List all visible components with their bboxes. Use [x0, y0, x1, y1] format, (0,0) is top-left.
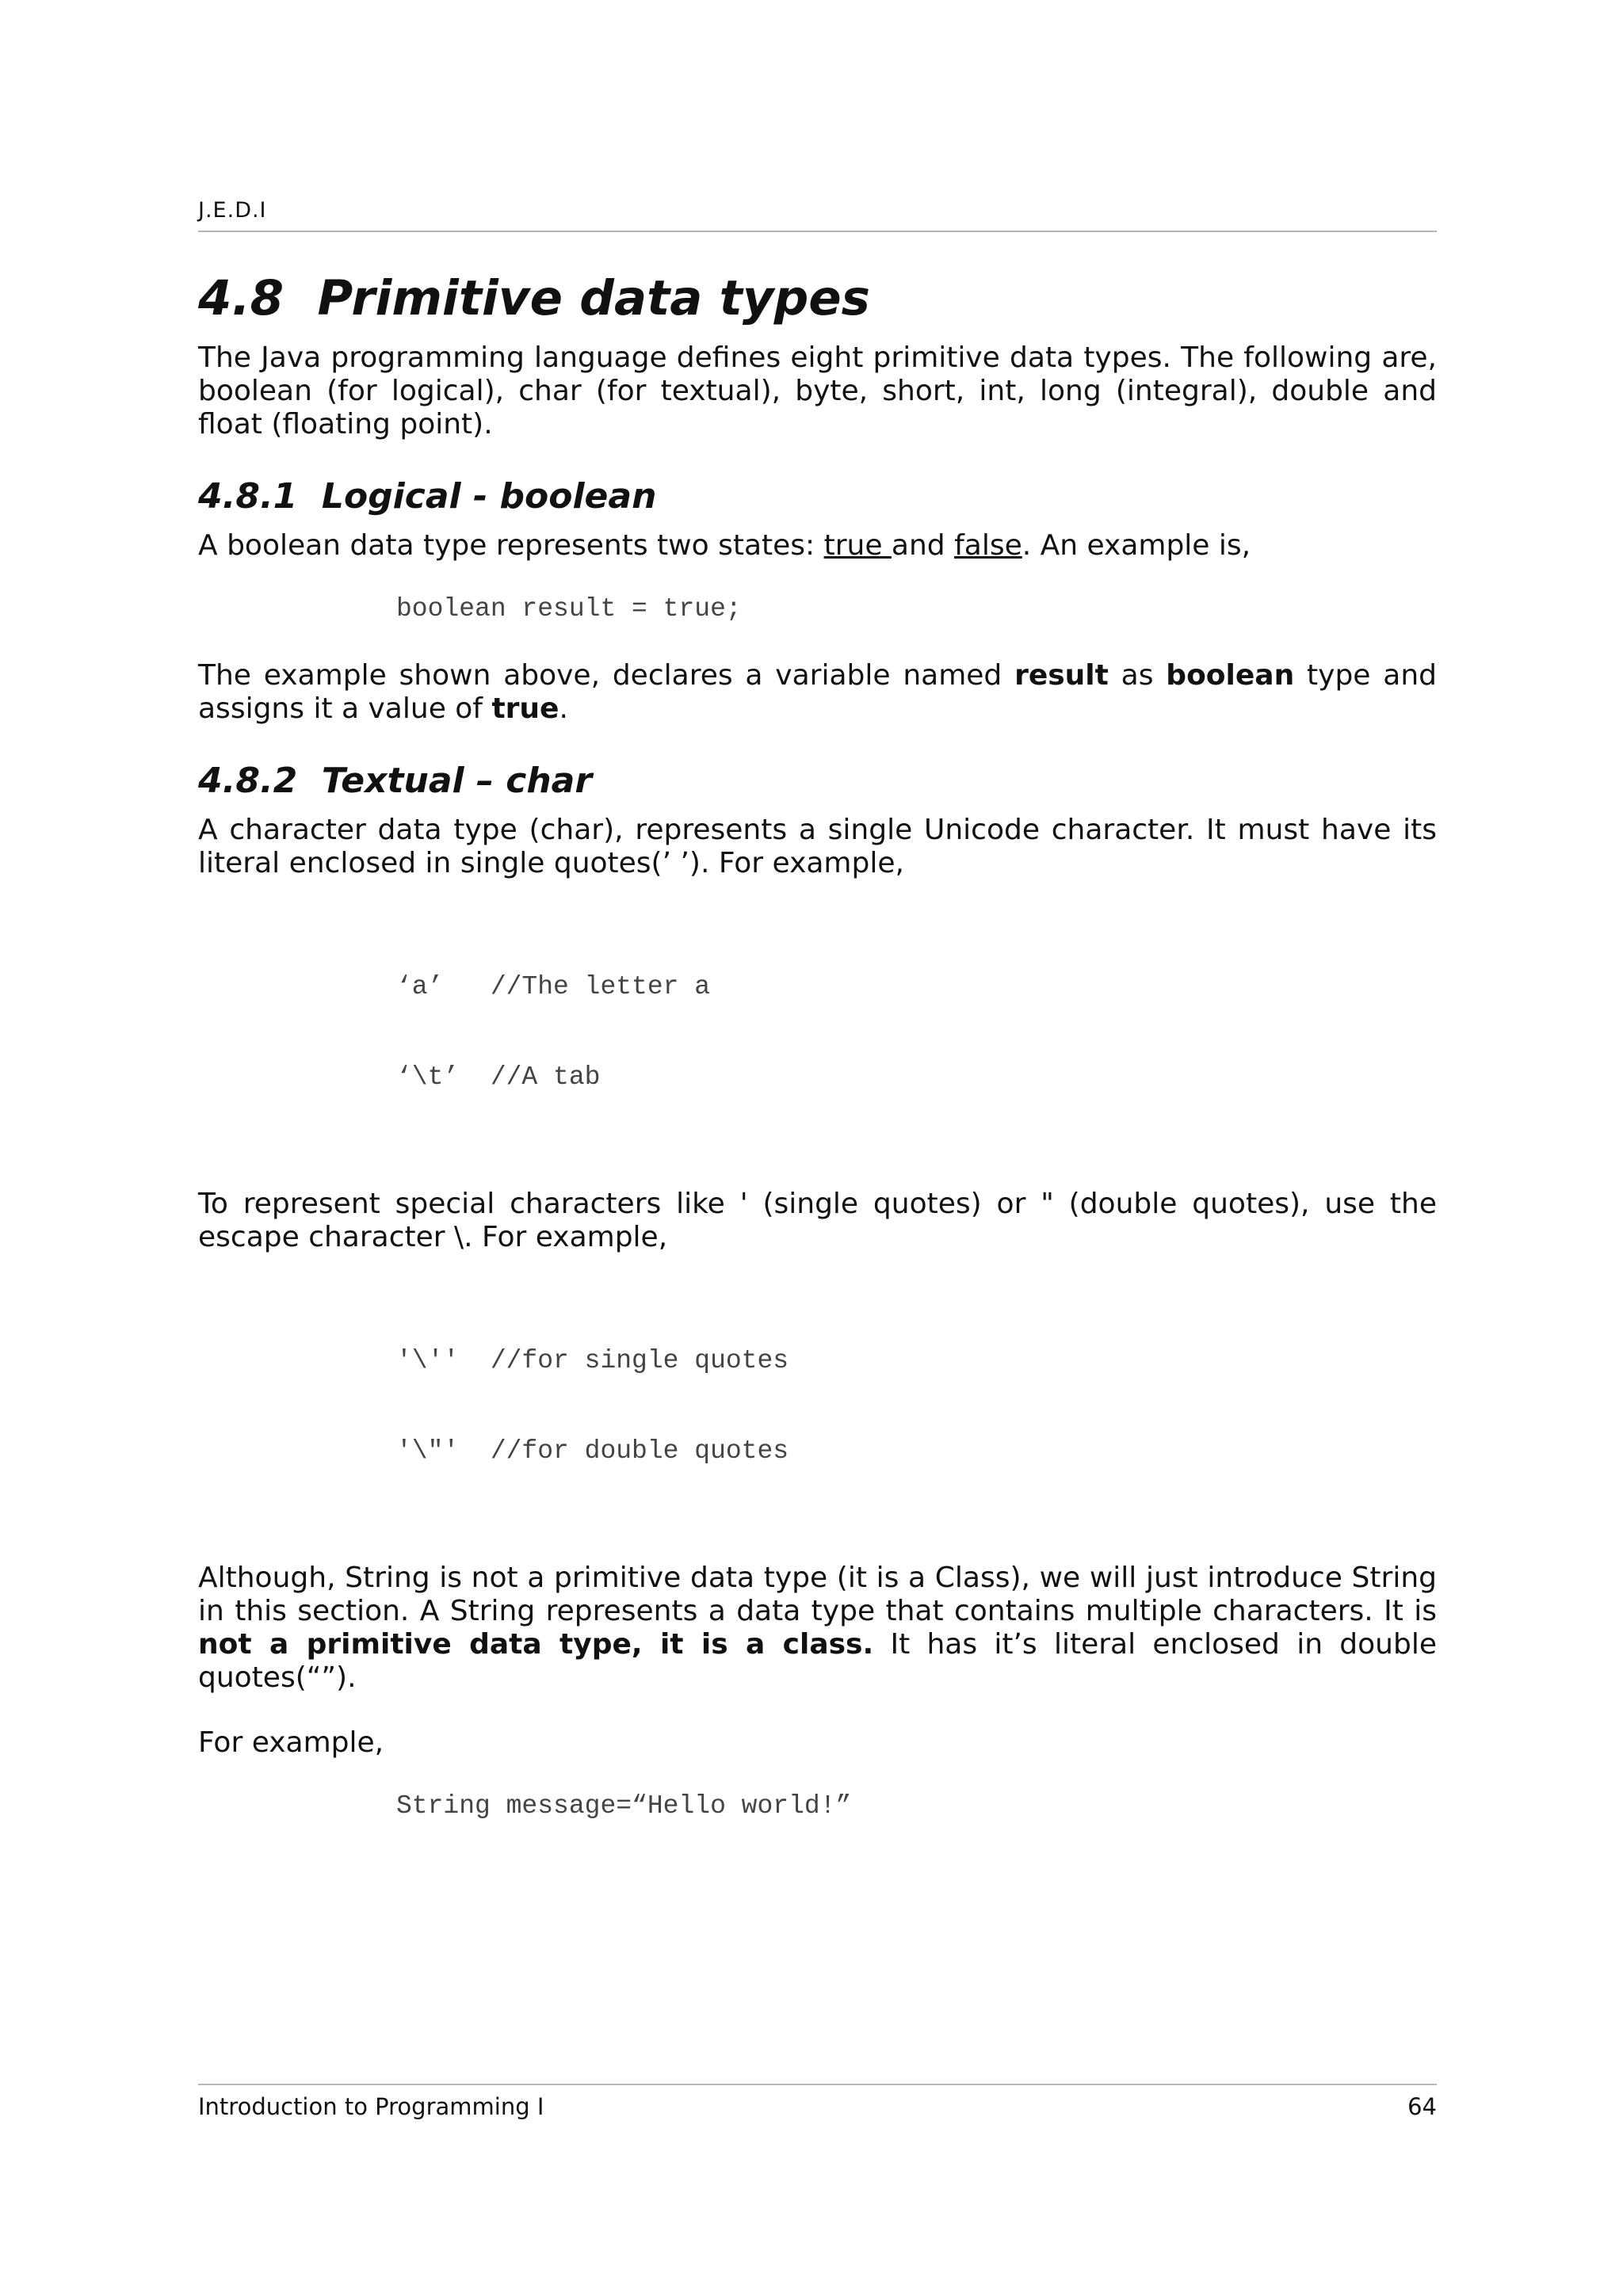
subsection-title: Logical - boolean [321, 476, 657, 517]
false-underlined: false [954, 528, 1022, 562]
text-run: . [559, 692, 568, 725]
code-line: ‘a’ //The letter a [396, 971, 711, 1001]
running-title: J.E.D.I [198, 198, 267, 223]
section-intro: The Java programming language defines eight primitive data types. The following are, boolean (for logical), char (for textual), byte, short, int, long (integral), double and float (floating point). [198, 341, 1437, 441]
page-footer [198, 2084, 1437, 2120]
true-underlined: true [823, 528, 892, 562]
subsection-number: 4.8.2 [198, 760, 298, 801]
subsection-number: 4.8.1 [198, 476, 298, 517]
for-example-paragraph: For example, [198, 1726, 384, 1759]
escape-paragraph: To represent special characters like ' (single quotes) or " (double quotes), use the escape character \. For example, [198, 1187, 1437, 1253]
section-title: Primitive data types [317, 270, 870, 326]
page-number: 64 [1407, 2093, 1437, 2120]
subsection-heading-boolean [198, 476, 1437, 518]
code-example-boolean: boolean result = true; [396, 593, 742, 624]
bold-term-boolean: boolean [1166, 658, 1295, 692]
text-run: type and assigns it a value of [198, 658, 1437, 725]
string-paragraph [198, 1562, 1437, 1695]
text-run: . An example is, [1022, 528, 1251, 562]
boolean-paragraph [198, 529, 1437, 563]
code-line: '\'' //for single quotes [396, 1345, 789, 1375]
text-run: The example shown above, declares a variable named [198, 658, 1015, 692]
code-example-escape [396, 1286, 1437, 1527]
text-run: and [891, 528, 955, 562]
subsection-title: Textual – char [321, 760, 593, 801]
bold-term-true: true [491, 692, 559, 725]
page-content [198, 261, 1437, 1856]
bold-statement: not a primitive data type, it is a class. [198, 1627, 874, 1661]
code-line: '\"' //for double quotes [396, 1436, 789, 1466]
text-run: It has it’s literal enclosed in double quotes(“”). [198, 1627, 1437, 1694]
text-run: Although, String is not a primitive data type (it is a Class), we will just introduce String in this section. A String represents a data type that contains multiple characters. It is [198, 1561, 1437, 1627]
section-number: 4.8 [198, 270, 285, 326]
footer-book-title: Introduction to Programming I [198, 2093, 544, 2120]
bold-term-result: result [1014, 658, 1109, 692]
boolean-explanation [198, 659, 1437, 726]
code-line: ‘\t’ //A tab [396, 1062, 601, 1092]
text-run: as [1108, 658, 1167, 692]
subsection-heading-char [198, 761, 1437, 803]
char-paragraph: A character data type (char), represents a single Unicode character. It must have its literal enclosed in single quotes(’ ’). For example, [198, 813, 1437, 879]
text-run: A boolean data type represents two states: [198, 528, 824, 562]
running-header [198, 198, 1437, 232]
code-example-char [396, 912, 1437, 1153]
code-example-string: String message=“Hello world!” [396, 1791, 852, 1821]
section-heading [198, 269, 1437, 327]
